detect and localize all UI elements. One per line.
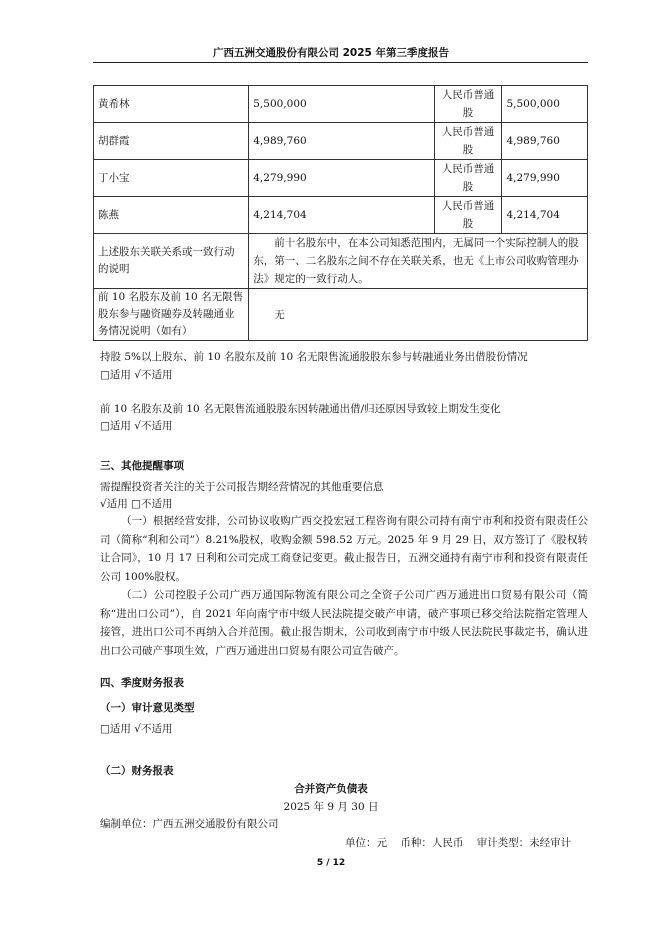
change-title: 前 10 名股东及前 10 名无限售流通股股东因转融通出借/归还原因导致较上期发生变化 xyxy=(100,403,501,415)
share-type-quantity: 4,279,990 xyxy=(502,160,588,197)
subsection-heading: （一）审计意见类型 xyxy=(100,702,195,714)
shareholder-table xyxy=(93,85,588,341)
section-heading: 三、其他提醒事项 xyxy=(100,460,184,472)
paragraph: （二）公司控股子公司广西万通国际物流有限公司之全资子公司广西万通进出口贸易有限公司（简称“进出口公司”），自 2021 年向南宁市中级人民法院提交破产申请，破产事项已移交给法院指定管理人接管，进出口公司不再纳入合并范围。截止报告期末，公司收到南宁市中级人民法院民事裁定书，确认进出口公司破产事项生效，广西万通进出口贸易有限公司宣告破产。 xyxy=(100,589,588,657)
page-number: 5 / 12 xyxy=(316,858,346,868)
share-type: 人民币普通股 xyxy=(434,160,502,197)
lending-title: 持股 5%以上股东、前 10 名股东及前 10 名无限售流通股股东参与转融通业务出借股份情况 xyxy=(100,351,528,363)
table-row xyxy=(94,160,588,197)
audit-type-label: 审计类型：未经审计 xyxy=(476,837,572,849)
share-type-quantity: 4,214,704 xyxy=(502,197,588,234)
share-quantity: 5,500,000 xyxy=(249,86,434,123)
section-heading: 四、季度财务报表 xyxy=(100,677,184,689)
page-header-title: 广西五洲交通股份有限公司 2025 年第三季度报告 xyxy=(212,47,450,59)
note-label: 前 10 名股东及前 10 名无限售股东参与融资融券及转融通业务情况说明（如有） xyxy=(94,289,249,341)
currency-label: 币种：人民币 xyxy=(400,837,464,849)
table-row xyxy=(94,123,588,160)
share-type-quantity: 5,500,000 xyxy=(502,86,588,123)
shareholder-name: 丁小宝 xyxy=(94,160,249,197)
shareholder-name: 黄希林 xyxy=(94,86,249,123)
share-quantity: 4,989,760 xyxy=(249,123,434,160)
note-value: 无 xyxy=(249,289,588,341)
paragraph: （一）根据经营安排，公司协议收购广西交投宏冠工程咨询有限公司持有南宁市利和投资有限责任公司（简称“利和公司”）8.21%股权，收购金额 598.52 万元。2025 年 9 月 29 日，双方签订了《股权转让合同》，10 月 17 日利和公司完成工商登记变更。截止报告日，五洲交通持有南宁市利和投资有限责任公司 100%股权。 xyxy=(100,515,588,583)
statement-preparer: 编制单位：广西五洲交通股份有限公司 xyxy=(100,818,279,830)
unit-label: 单位：元 xyxy=(345,837,387,849)
table-row xyxy=(94,289,588,341)
shareholder-name: 胡群霞 xyxy=(94,123,249,160)
table-row xyxy=(94,86,588,123)
table-row xyxy=(94,234,588,289)
statement-title: 合并资产负债表 xyxy=(294,783,368,795)
share-quantity: 4,279,990 xyxy=(249,160,434,197)
statement-date: 2025 年 9 月 30 日 xyxy=(283,801,379,813)
statement-units xyxy=(345,835,571,850)
section-intro: 需提醒投资者关注的关于公司报告期经营情况的其他重要信息 xyxy=(100,481,384,493)
note-label: 上述股东关联关系或一致行动的说明 xyxy=(94,234,249,289)
shareholder-name: 陈燕 xyxy=(94,197,249,234)
subsection-heading: （二）财务报表 xyxy=(100,765,174,777)
share-type-quantity: 4,989,760 xyxy=(502,123,588,160)
share-type: 人民币普通股 xyxy=(434,197,502,234)
lending-options: □适用 √不适用 xyxy=(100,369,173,381)
change-options: □适用 √不适用 xyxy=(100,420,173,432)
share-type: 人民币普通股 xyxy=(434,123,502,160)
share-quantity: 4,214,704 xyxy=(249,197,434,234)
note-value: 前十名股东中，在本公司知悉范围内，无属同一个实际控制人的股东，第一、二名股东之间不存在关联关系，也无《上市公司收购管理办法》规定的一致行动人。 xyxy=(249,234,588,289)
subsection-options: □适用 √不适用 xyxy=(100,723,173,735)
header-divider xyxy=(93,62,588,63)
table-row xyxy=(94,197,588,234)
share-type: 人民币普通股 xyxy=(434,86,502,123)
section-options: √适用 □不适用 xyxy=(100,498,173,510)
